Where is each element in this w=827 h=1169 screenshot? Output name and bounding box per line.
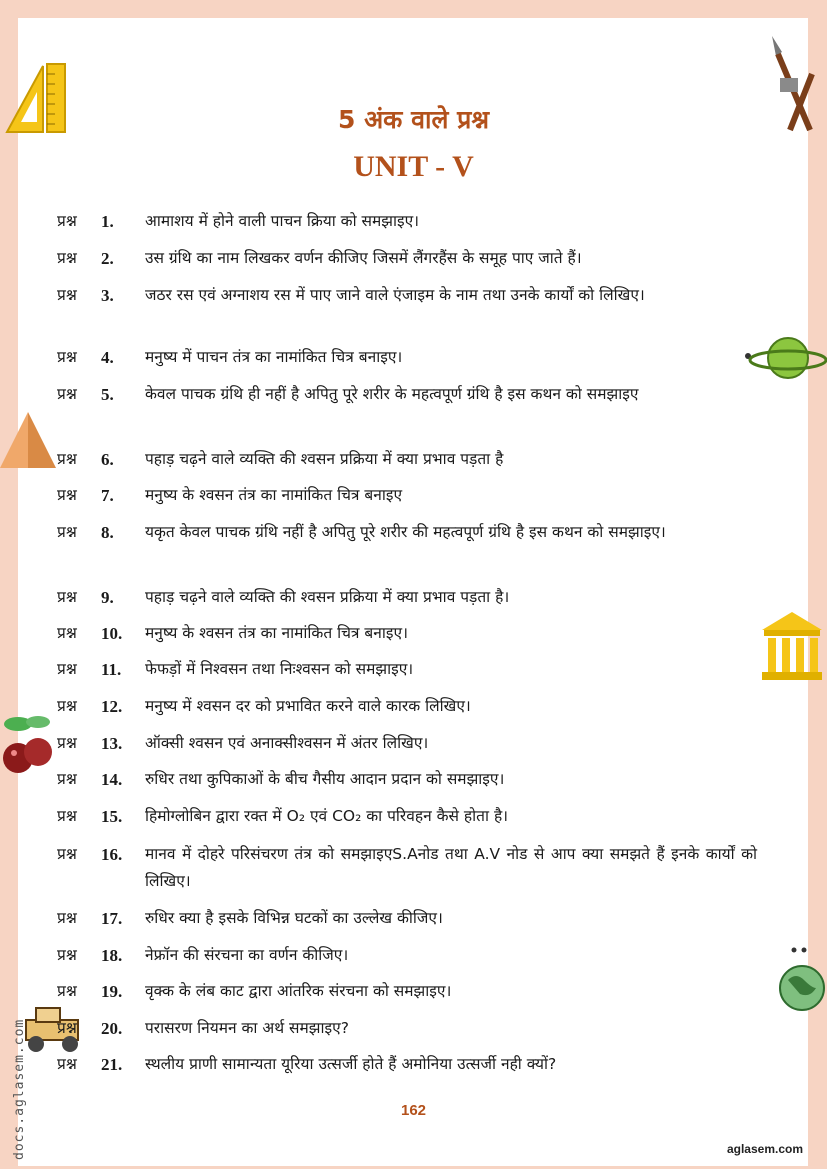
question-item [57, 942, 757, 969]
watermark-text: docs.aglasem.com [12, 1018, 27, 1160]
question-label: प्रश्न [57, 1019, 77, 1037]
question-item [57, 208, 757, 235]
question-number: 17. [101, 909, 123, 928]
question-item [57, 381, 757, 408]
question-label: प्रश्न [57, 807, 77, 825]
question-text: मनुष्य में श्वसन दर को प्रभावित करने वाले कारक लिखिए। [145, 697, 471, 715]
question-number: 21. [101, 1055, 123, 1074]
question-number: 16. [101, 845, 123, 864]
question-item [57, 620, 757, 647]
question-label: प्रश्न [57, 845, 77, 863]
pyramid-icon [0, 410, 58, 470]
question-label: प्रश्न [57, 946, 77, 964]
question-item [57, 1015, 757, 1042]
question-item [57, 446, 757, 473]
question-number: 15. [101, 807, 123, 826]
question-text: रुधिर तथा कुपिकाओं के बीच गैसीय आदान प्रदान को समझाइए। [145, 770, 505, 788]
question-number: 12. [101, 697, 123, 716]
question-text: स्थलीय प्राणी सामान्यता यूरिया उत्सर्जी होते हैं अमोनिया उत्सर्जी नही क्यों? [145, 1055, 557, 1073]
question-item [57, 978, 757, 1005]
question-text: मनुष्य के श्वसन तंत्र का नामांकित चित्र बनाइए [145, 486, 403, 504]
site-label: aglasem.com [726, 1142, 803, 1156]
question-number: 6. [101, 450, 114, 469]
question-label: प्रश्न [57, 624, 77, 642]
question-text: मनुष्य में पाचन तंत्र का नामांकित चित्र बनाइए। [145, 348, 403, 366]
question-label: प्रश्न [57, 486, 77, 504]
question-label: प्रश्न [57, 734, 77, 752]
question-item [57, 766, 757, 793]
question-item [57, 905, 757, 932]
temple-icon [760, 610, 824, 682]
question-text: पहाड़ चढ़ने वाले व्यक्ति की श्वसन प्रक्रिया में क्या प्रभाव पड़ता है। [145, 588, 510, 606]
question-number: 10. [101, 624, 123, 643]
question-label: प्रश्न [57, 588, 77, 606]
question-text: मनुष्य के श्वसन तंत्र का नामांकित चित्र बनाइए। [145, 624, 408, 642]
question-text: पहाड़ चढ़ने वाले व्यक्ति की श्वसन प्रक्रिया में क्या प्रभाव पड़ता है [145, 450, 504, 468]
question-text: नेफ्रॉन की संरचना का वर्णन कीजिए। [145, 946, 349, 964]
question-item [57, 693, 757, 720]
question-item [57, 245, 757, 272]
question-number: 9. [101, 588, 114, 607]
question-label: प्रश्न [57, 450, 77, 468]
question-text: हिमोग्लोबिन द्वारा रक्त में O₂ एवं CO₂ का परिवहन कैसे होता है। [145, 807, 509, 825]
question-text: परासरण नियमन का अर्थ समझाइए? [145, 1019, 349, 1037]
question-text: वृक्क के लंब काट द्वारा आंतरिक संरचना को समझाइए। [145, 982, 452, 1000]
question-item [57, 482, 757, 509]
question-text: उस ग्रंथि का नाम लिखकर वर्णन कीजिए जिसमें लैंगरहैंस के समूह पाए जाते हैं। [145, 249, 582, 267]
question-number: 19. [101, 982, 123, 1001]
question-label: प्रश्न [57, 909, 77, 927]
question-number: 18. [101, 946, 123, 965]
question-item [57, 730, 757, 757]
question-text: मानव में दोहरे परिसंचरण तंत्र को समझाइएS.Aनोड तथा A.V नोड से आप क्या समझते हैं इनके कार्यों को लिखिए। [145, 845, 757, 890]
question-number: 8. [101, 523, 114, 542]
question-label: प्रश्न [57, 249, 77, 267]
question-text: यकृत केवल पाचक ग्रंथि नहीं है अपितु पूरे शरीर की महत्वपूर्ण ग्रंथि है इस कथन को समझाइए। [145, 523, 666, 541]
question-number: 4. [101, 348, 114, 367]
question-label: प्रश्न [57, 523, 77, 541]
question-text: ऑक्सी श्वसन एवं अनाक्सीश्वसन में अंतर लिखिए। [145, 734, 429, 752]
question-number: 7. [101, 486, 114, 505]
globe-icon [776, 942, 826, 1018]
question-item [57, 841, 757, 895]
section-heading: 5 अंक वाले प्रश्न [337, 105, 490, 134]
question-text: फेफड़ों में निश्वसन तथा निःश्वसन को समझाइए। [145, 660, 414, 678]
question-label: प्रश्न [57, 286, 77, 304]
question-text: केवल पाचक ग्रंथि ही नहीं है अपितु पूरे शरीर के महत्वपूर्ण ग्रंथि है इस कथन को समझाइए [145, 385, 639, 403]
question-label: प्रश्न [57, 982, 77, 1000]
question-item [57, 344, 757, 371]
question-number: 5. [101, 385, 114, 404]
question-label: प्रश्न [57, 660, 77, 678]
question-item [57, 1051, 757, 1078]
question-number: 2. [101, 249, 114, 268]
question-number: 20. [101, 1019, 123, 1038]
question-item [57, 803, 757, 830]
question-text: जठर रस एवं अग्नाशय रस में पाए जाने वाले एंजाइम के नाम तथा उनके कार्यों को लिखिए। [145, 286, 645, 304]
question-number: 1. [101, 212, 114, 231]
question-text: आमाशय में होने वाली पाचन क्रिया को समझाइए। [145, 212, 420, 230]
question-number: 11. [101, 660, 122, 679]
question-label: प्रश्न [57, 697, 77, 715]
question-label: प्रश्न [57, 1055, 77, 1073]
question-text: रुधिर क्या है इसके विभिन्न घटकों का उल्लेख कीजिए। [145, 909, 443, 927]
question-item [57, 584, 757, 611]
question-item [57, 519, 757, 546]
question-number: 3. [101, 286, 114, 305]
question-label: प्रश्न [57, 770, 77, 788]
question-label: प्रश्न [57, 212, 77, 230]
page-number: 162 [400, 1102, 427, 1119]
question-label: प्रश्न [57, 385, 77, 403]
unit-heading: UNIT - V [353, 150, 474, 183]
question-number: 13. [101, 734, 123, 753]
question-label: प्रश्न [57, 348, 77, 366]
question-number: 14. [101, 770, 123, 789]
question-item [57, 656, 757, 683]
question-item [57, 282, 757, 309]
fruit-icon [0, 708, 58, 780]
